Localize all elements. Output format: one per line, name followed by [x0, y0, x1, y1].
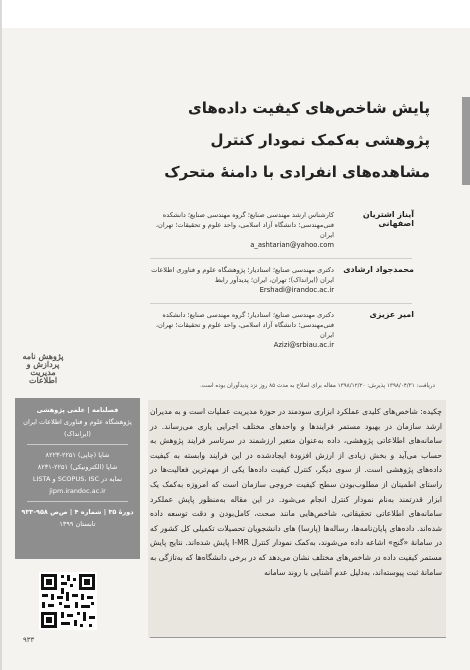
journal-type: فصلنامه | علمی پژوهشی [36, 406, 119, 414]
journal-info-box [15, 398, 140, 559]
author-entry [150, 258, 412, 303]
volume-issue: دورۀ ۳۵ | شماره ۴ | ص‌ص ۹۵۸-۹۳۳ [21, 508, 134, 516]
issn-online: شاپا (الکترونیکی) ۲۲۵۱-۸۲۳۱ [37, 463, 118, 471]
author-name: محمدجواد ارشادی [343, 265, 414, 274]
author-name: آیناز اشتریان اصفهانی [362, 210, 414, 228]
article-title [130, 92, 430, 188]
left-edge-rule [0, 0, 2, 670]
author-affiliation: دکتری مهندسی صنایع؛ استادیار؛ گروه مهندسی صنایع؛ دانشکده فنی‌مهندسی؛ دانشگاه آزاد اسلامی، واحد علوم و تحقیقات؛ تهران، ایران [155, 311, 334, 339]
author-email[interactable]: a_ashtarian@yahoo.com [250, 241, 334, 249]
journal-logo-text: پژوهش نامه پردازش و مدیریت اطلاعات [22, 351, 64, 385]
qr-code[interactable] [39, 572, 97, 630]
author-list [150, 208, 412, 358]
journal-logo [20, 352, 66, 390]
section-edge-tab [462, 97, 470, 185]
author-affiliation: کارشناس ارشد مهندسی صنایع؛ گروه مهندسی صنایع؛ دانشکده فنی‌مهندسی؛ دانشگاه آزاد اسلامی، واحد علوم و تحقیقات؛ تهران، ایران [155, 211, 334, 239]
season: تابستان ۱۳۹۹ [59, 520, 96, 528]
submission-dates: دریافت: ۱۳۹۸/۰۴/۳۱ پذیرش: ۱۳۹۸/۱۲/۲۰ مقاله برای اصلاح به مدت ۸۵ روز نزد پدیدآوران بوده است. [200, 383, 435, 389]
page-number: ۹۳۳ [23, 636, 35, 644]
indexing: نمایه در SCOPUS، ISC و LISTA [32, 475, 123, 483]
abstract-text: چکیده: شاخص‌های کلیدی عملکرد ابزاری سودمند در حوزۀ مدیریت عملیات است و به مدیران ارشد سازمان در بهبود مستمر فرایندها و واحدهای مختلف اجرایی یاری می‌رساند. در سامانه‌های اطلاعاتی پژوهشی، داده به‌عنوان متغیر ارزشمند در سرتاسر فرایند پژوهش به حساب می‌آید و بخش زیادی از ارزش افزودۀ ایجادشده در این فرایند وابسته به کیفیت داده‌های پژوهشی است. از سوی دیگر، کنترل کیفیت داده‌ها یکی از مهم‌ترین فعالیت‌ها در راستای اطمینان از مطلوب‌بودن سطح کیفیت خروجی سازمان است که امروزه به‌کمک یک ابزار قدرتمند به‌نام نمودار کنترل انجام می‌شود. در این مقاله به‌منظور پایش عملکرد سامانه‌های اطلاعاتی تحقیقاتی، شاخص‌هایی مانند صحت، کامل‌بودن و دقت توسعه داده شده‌اند. داده‌های پایان‌نامه‌ها، رساله‌ها (پارسا) های دانشجویان تحصیلات تکمیلی کل کشور که در سامانۀ «گنج» اشاعه داده می‌شوند، به‌کمک نمودار کنترل I-MR پایش شده‌اند. نتایج پایش مستمر کیفیت داده در شاخص‌های مختلف نشان می‌دهد که در برخی دانشگاه‌ها که به‌تازگی به سامانۀ ثبت پیوسته‌اند، به‌دلیل عدم آشنایی با روند سامانه [150, 407, 442, 577]
qr-code-icon [39, 572, 97, 630]
title-line-1: پایش شاخص‌های کیفیت داده‌های [187, 99, 430, 117]
author-affiliation: دکتری مهندسی صنایع؛ استادیار؛ پژوهشگاه علوم و فناوری اطلاعات ایران (ایرانداک)؛ تهران، ایران؛ پدیدآور رابط [151, 266, 334, 284]
title-line-3: مشاهده‌های انفرادی با دامنۀ متحرک [164, 163, 430, 181]
publisher: پژوهشگاه علوم و فناوری اطلاعات ایران (ایرانداک) [23, 418, 132, 438]
author-email[interactable]: Azizi@srbiau.ac.ir [273, 341, 334, 349]
author-name: امیر عزیزی [369, 310, 414, 319]
divider [27, 501, 128, 502]
bottom-rule [150, 637, 446, 638]
author-entry [150, 208, 412, 258]
author-email[interactable]: Ershadi@irandoc.ac.ir [259, 286, 334, 294]
top-margin [0, 0, 470, 28]
author-entry [150, 303, 412, 358]
issn-print: شاپا (چاپی) ۲۲۵۱-۸۲۲۳ [45, 451, 110, 459]
journal-website[interactable]: jipm.irandoc.ac.ir [49, 487, 106, 495]
divider [27, 444, 128, 445]
title-line-2: پژوهشی به‌کمک نمودار کنترل [210, 131, 430, 149]
